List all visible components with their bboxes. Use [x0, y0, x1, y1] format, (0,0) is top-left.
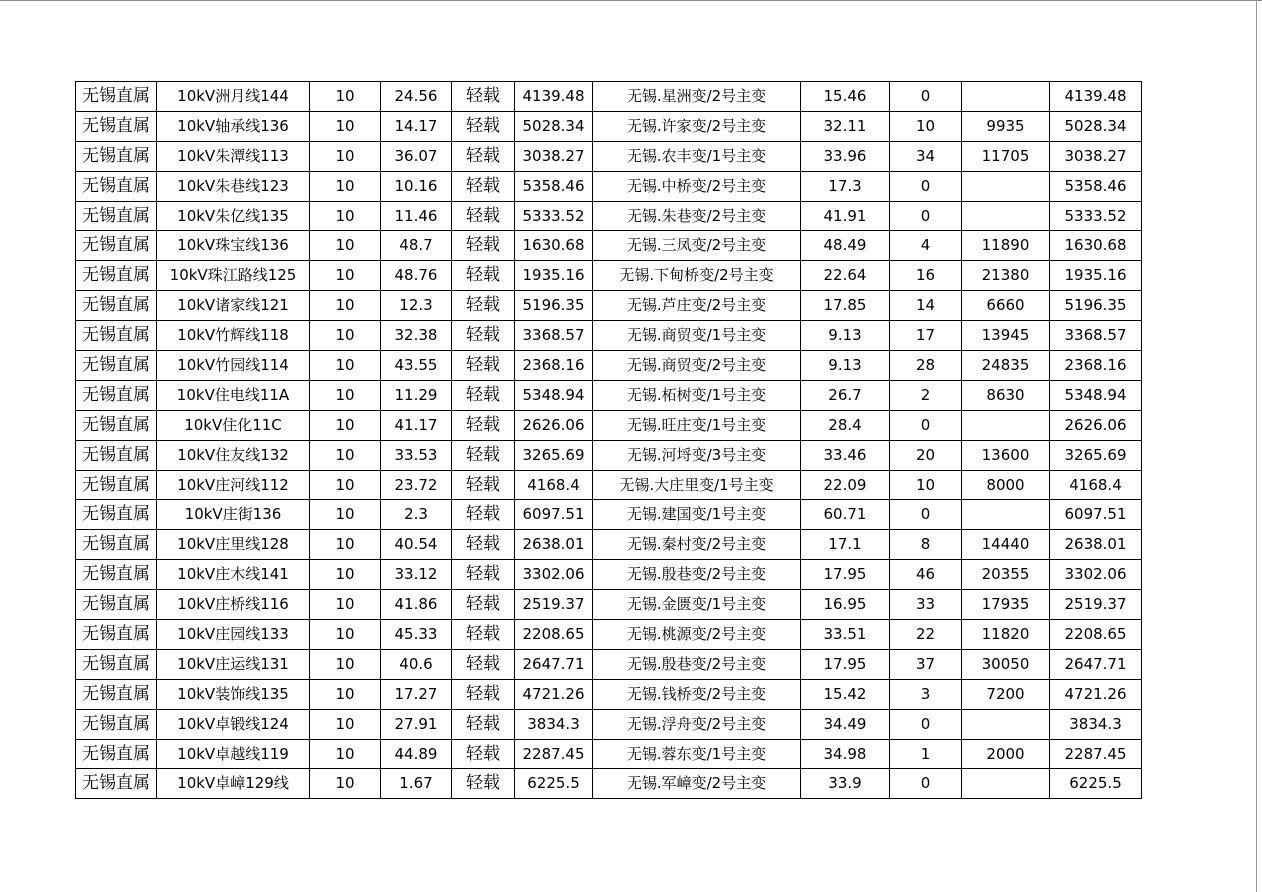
load-rate-cell: 45.33	[381, 620, 452, 650]
amount-cell: 2000	[962, 739, 1050, 769]
unit-cell: 无锡直属	[76, 530, 157, 560]
count-cell: 28	[890, 351, 962, 381]
amount-cell: 21380	[962, 261, 1050, 291]
table-row	[76, 380, 1142, 410]
remaining-cell: 2626.06	[1050, 410, 1142, 440]
voltage-cell: 10	[310, 649, 381, 679]
capacity-cell: 6225.5	[515, 769, 593, 799]
line-name-cell: 10kV洲月线144	[157, 82, 310, 112]
voltage-cell: 10	[310, 440, 381, 470]
count-cell: 46	[890, 560, 962, 590]
capacity-cell: 3834.3	[515, 709, 593, 739]
load-rate-cell: 14.17	[381, 111, 452, 141]
amount-cell: 11705	[962, 141, 1050, 171]
amount-cell: 30050	[962, 649, 1050, 679]
load-status-cell: 轻载	[452, 261, 515, 291]
voltage-cell: 10	[310, 470, 381, 500]
table-row	[76, 440, 1142, 470]
count-cell: 4	[890, 231, 962, 261]
line-name-cell: 10kV住友线132	[157, 440, 310, 470]
substation-load-cell: 22.09	[801, 470, 890, 500]
substation-load-cell: 33.46	[801, 440, 890, 470]
amount-cell	[962, 410, 1050, 440]
substation-cell: 无锡.秦村变/2号主变	[593, 530, 801, 560]
table-row	[76, 291, 1142, 321]
substation-cell: 无锡.河埒变/3号主变	[593, 440, 801, 470]
table-row	[76, 171, 1142, 201]
substation-cell: 无锡.商贸变/1号主变	[593, 321, 801, 351]
unit-cell: 无锡直属	[76, 291, 157, 321]
line-name-cell: 10kV庄里线128	[157, 530, 310, 560]
substation-load-cell: 32.11	[801, 111, 890, 141]
load-rate-cell: 11.29	[381, 380, 452, 410]
unit-cell: 无锡直属	[76, 321, 157, 351]
page-right-edge	[1256, 0, 1257, 892]
load-status-cell: 轻载	[452, 769, 515, 799]
amount-cell: 24835	[962, 351, 1050, 381]
load-rate-cell: 44.89	[381, 739, 452, 769]
count-cell: 14	[890, 291, 962, 321]
remaining-cell: 5028.34	[1050, 111, 1142, 141]
remaining-cell: 2368.16	[1050, 351, 1142, 381]
count-cell: 17	[890, 321, 962, 351]
voltage-cell: 10	[310, 141, 381, 171]
table-row	[76, 111, 1142, 141]
load-rate-cell: 48.7	[381, 231, 452, 261]
unit-cell: 无锡直属	[76, 440, 157, 470]
capacity-cell: 2287.45	[515, 739, 593, 769]
amount-cell: 6660	[962, 291, 1050, 321]
substation-load-cell: 41.91	[801, 201, 890, 231]
substation-load-cell: 9.13	[801, 351, 890, 381]
load-status-cell: 轻载	[452, 82, 515, 112]
substation-load-cell: 28.4	[801, 410, 890, 440]
line-name-cell: 10kV住化11C	[157, 410, 310, 440]
unit-cell: 无锡直属	[76, 649, 157, 679]
count-cell: 0	[890, 500, 962, 530]
load-status-cell: 轻载	[452, 649, 515, 679]
load-status-cell: 轻载	[452, 201, 515, 231]
remaining-cell: 6225.5	[1050, 769, 1142, 799]
table-row	[76, 231, 1142, 261]
substation-load-cell: 34.49	[801, 709, 890, 739]
count-cell: 34	[890, 141, 962, 171]
amount-cell: 7200	[962, 679, 1050, 709]
table-row	[76, 739, 1142, 769]
load-status-cell: 轻载	[452, 111, 515, 141]
voltage-cell: 10	[310, 231, 381, 261]
line-name-cell: 10kV诸家线121	[157, 291, 310, 321]
load-rate-cell: 24.56	[381, 82, 452, 112]
count-cell: 20	[890, 440, 962, 470]
line-name-cell: 10kV朱亿线135	[157, 201, 310, 231]
load-rate-cell: 1.67	[381, 769, 452, 799]
substation-cell: 无锡.殷巷变/2号主变	[593, 649, 801, 679]
capacity-cell: 1935.16	[515, 261, 593, 291]
table-row	[76, 769, 1142, 799]
substation-load-cell: 15.46	[801, 82, 890, 112]
remaining-cell: 3368.57	[1050, 321, 1142, 351]
count-cell: 8	[890, 530, 962, 560]
substation-cell: 无锡.蓉东变/1号主变	[593, 739, 801, 769]
count-cell: 0	[890, 201, 962, 231]
capacity-cell: 1630.68	[515, 231, 593, 261]
remaining-cell: 3834.3	[1050, 709, 1142, 739]
voltage-cell: 10	[310, 769, 381, 799]
voltage-cell: 10	[310, 201, 381, 231]
load-status-cell: 轻载	[452, 321, 515, 351]
line-name-cell: 10kV装饰线135	[157, 679, 310, 709]
substation-cell: 无锡.中桥变/2号主变	[593, 171, 801, 201]
remaining-cell: 4721.26	[1050, 679, 1142, 709]
count-cell: 0	[890, 82, 962, 112]
substation-load-cell: 34.98	[801, 739, 890, 769]
voltage-cell: 10	[310, 709, 381, 739]
capacity-cell: 2519.37	[515, 590, 593, 620]
count-cell: 10	[890, 470, 962, 500]
line-name-cell: 10kV卓越线119	[157, 739, 310, 769]
amount-cell: 8630	[962, 380, 1050, 410]
remaining-cell: 2519.37	[1050, 590, 1142, 620]
substation-cell: 无锡.旺庄变/1号主变	[593, 410, 801, 440]
substation-cell: 无锡.星洲变/2号主变	[593, 82, 801, 112]
substation-cell: 无锡.朱巷变/2号主变	[593, 201, 801, 231]
unit-cell: 无锡直属	[76, 590, 157, 620]
unit-cell: 无锡直属	[76, 470, 157, 500]
unit-cell: 无锡直属	[76, 769, 157, 799]
unit-cell: 无锡直属	[76, 351, 157, 381]
unit-cell: 无锡直属	[76, 111, 157, 141]
substation-load-cell: 15.42	[801, 679, 890, 709]
substation-load-cell: 17.1	[801, 530, 890, 560]
line-name-cell: 10kV庄园线133	[157, 620, 310, 650]
remaining-cell: 1935.16	[1050, 261, 1142, 291]
substation-cell: 无锡.柘树变/1号主变	[593, 380, 801, 410]
remaining-cell: 5358.46	[1050, 171, 1142, 201]
unit-cell: 无锡直属	[76, 709, 157, 739]
load-rate-cell: 36.07	[381, 141, 452, 171]
substation-load-cell: 17.95	[801, 560, 890, 590]
line-name-cell: 10kV住电线11A	[157, 380, 310, 410]
substation-cell: 无锡.下甸桥变/2号主变	[593, 261, 801, 291]
count-cell: 2	[890, 380, 962, 410]
voltage-cell: 10	[310, 410, 381, 440]
table-row	[76, 321, 1142, 351]
capacity-cell: 5333.52	[515, 201, 593, 231]
substation-cell: 无锡.商贸变/2号主变	[593, 351, 801, 381]
load-rate-cell: 48.76	[381, 261, 452, 291]
remaining-cell: 4139.48	[1050, 82, 1142, 112]
table-row	[76, 500, 1142, 530]
capacity-cell: 4721.26	[515, 679, 593, 709]
unit-cell: 无锡直属	[76, 620, 157, 650]
amount-cell: 11820	[962, 620, 1050, 650]
substation-cell: 无锡.殷巷变/2号主变	[593, 560, 801, 590]
capacity-cell: 3265.69	[515, 440, 593, 470]
load-rate-cell: 32.38	[381, 321, 452, 351]
substation-load-cell: 33.9	[801, 769, 890, 799]
load-rate-cell: 40.54	[381, 530, 452, 560]
load-status-cell: 轻载	[452, 679, 515, 709]
remaining-cell: 2287.45	[1050, 739, 1142, 769]
count-cell: 0	[890, 410, 962, 440]
table-row	[76, 679, 1142, 709]
substation-cell: 无锡.军嶂变/2号主变	[593, 769, 801, 799]
substation-load-cell: 26.7	[801, 380, 890, 410]
table-row	[76, 82, 1142, 112]
amount-cell: 13945	[962, 321, 1050, 351]
unit-cell: 无锡直属	[76, 201, 157, 231]
unit-cell: 无锡直属	[76, 231, 157, 261]
voltage-cell: 10	[310, 111, 381, 141]
amount-cell: 14440	[962, 530, 1050, 560]
load-status-cell: 轻载	[452, 590, 515, 620]
load-rate-cell: 11.46	[381, 201, 452, 231]
voltage-cell: 10	[310, 321, 381, 351]
substation-cell: 无锡.大庄里变/1号主变	[593, 470, 801, 500]
line-name-cell: 10kV庄运线131	[157, 649, 310, 679]
line-name-cell: 10kV庄河线112	[157, 470, 310, 500]
unit-cell: 无锡直属	[76, 380, 157, 410]
count-cell: 16	[890, 261, 962, 291]
count-cell: 37	[890, 649, 962, 679]
substation-load-cell: 9.13	[801, 321, 890, 351]
unit-cell: 无锡直属	[76, 739, 157, 769]
capacity-cell: 2647.71	[515, 649, 593, 679]
unit-cell: 无锡直属	[76, 82, 157, 112]
load-rate-cell: 43.55	[381, 351, 452, 381]
load-status-cell: 轻载	[452, 500, 515, 530]
amount-cell: 17935	[962, 590, 1050, 620]
line-name-cell: 10kV庄桥线116	[157, 590, 310, 620]
load-rate-cell: 41.86	[381, 590, 452, 620]
amount-cell	[962, 201, 1050, 231]
line-name-cell: 10kV庄木线141	[157, 560, 310, 590]
table-row	[76, 530, 1142, 560]
unit-cell: 无锡直属	[76, 560, 157, 590]
amount-cell: 9935	[962, 111, 1050, 141]
amount-cell	[962, 500, 1050, 530]
remaining-cell: 3302.06	[1050, 560, 1142, 590]
amount-cell: 13600	[962, 440, 1050, 470]
load-status-cell: 轻载	[452, 620, 515, 650]
line-name-cell: 10kV轴承线136	[157, 111, 310, 141]
load-rate-cell: 33.12	[381, 560, 452, 590]
voltage-cell: 10	[310, 500, 381, 530]
unit-cell: 无锡直属	[76, 261, 157, 291]
remaining-cell: 3265.69	[1050, 440, 1142, 470]
count-cell: 33	[890, 590, 962, 620]
load-rate-cell: 17.27	[381, 679, 452, 709]
substation-load-cell: 33.96	[801, 141, 890, 171]
remaining-cell: 6097.51	[1050, 500, 1142, 530]
substation-load-cell: 33.51	[801, 620, 890, 650]
table-row	[76, 590, 1142, 620]
load-rate-cell: 41.17	[381, 410, 452, 440]
amount-cell	[962, 709, 1050, 739]
count-cell: 0	[890, 171, 962, 201]
count-cell: 10	[890, 111, 962, 141]
substation-cell: 无锡.浮舟变/2号主变	[593, 709, 801, 739]
load-status-cell: 轻载	[452, 351, 515, 381]
amount-cell	[962, 82, 1050, 112]
load-rate-cell: 12.3	[381, 291, 452, 321]
capacity-cell: 2208.65	[515, 620, 593, 650]
capacity-cell: 4168.4	[515, 470, 593, 500]
capacity-cell: 5196.35	[515, 291, 593, 321]
table-row	[76, 261, 1142, 291]
voltage-cell: 10	[310, 679, 381, 709]
load-status-cell: 轻载	[452, 440, 515, 470]
load-status-cell: 轻载	[452, 141, 515, 171]
remaining-cell: 1630.68	[1050, 231, 1142, 261]
table-row	[76, 649, 1142, 679]
voltage-cell: 10	[310, 560, 381, 590]
load-rate-cell: 27.91	[381, 709, 452, 739]
load-rate-cell: 33.53	[381, 440, 452, 470]
capacity-cell: 5358.46	[515, 171, 593, 201]
load-status-cell: 轻载	[452, 739, 515, 769]
capacity-cell: 2638.01	[515, 530, 593, 560]
substation-cell: 无锡.许家变/2号主变	[593, 111, 801, 141]
capacity-cell: 3302.06	[515, 560, 593, 590]
capacity-cell: 6097.51	[515, 500, 593, 530]
amount-cell	[962, 769, 1050, 799]
capacity-cell: 2626.06	[515, 410, 593, 440]
load-status-cell: 轻载	[452, 171, 515, 201]
voltage-cell: 10	[310, 739, 381, 769]
capacity-cell: 3368.57	[515, 321, 593, 351]
count-cell: 0	[890, 769, 962, 799]
voltage-cell: 10	[310, 261, 381, 291]
substation-cell: 无锡.芦庄变/2号主变	[593, 291, 801, 321]
substation-load-cell: 60.71	[801, 500, 890, 530]
load-rate-cell: 2.3	[381, 500, 452, 530]
load-rate-cell: 40.6	[381, 649, 452, 679]
substation-cell: 无锡.桃源变/2号主变	[593, 620, 801, 650]
substation-cell: 无锡.金匮变/1号主变	[593, 590, 801, 620]
table-body	[76, 82, 1142, 799]
capacity-cell: 4139.48	[515, 82, 593, 112]
unit-cell: 无锡直属	[76, 679, 157, 709]
line-name-cell: 10kV竹辉线118	[157, 321, 310, 351]
count-cell: 22	[890, 620, 962, 650]
line-name-cell: 10kV卓嶂129线	[157, 769, 310, 799]
substation-cell: 无锡.建国变/1号主变	[593, 500, 801, 530]
load-status-cell: 轻载	[452, 709, 515, 739]
remaining-cell: 5348.94	[1050, 380, 1142, 410]
table-row	[76, 470, 1142, 500]
count-cell: 3	[890, 679, 962, 709]
load-status-cell: 轻载	[452, 470, 515, 500]
substation-cell: 无锡.农丰变/1号主变	[593, 141, 801, 171]
line-name-cell: 10kV朱巷线123	[157, 171, 310, 201]
table-row	[76, 201, 1142, 231]
remaining-cell: 2638.01	[1050, 530, 1142, 560]
capacity-cell: 5348.94	[515, 380, 593, 410]
amount-cell: 8000	[962, 470, 1050, 500]
substation-load-cell: 17.85	[801, 291, 890, 321]
substation-load-cell: 16.95	[801, 590, 890, 620]
table-row	[76, 351, 1142, 381]
substation-cell: 无锡.三凤变/2号主变	[593, 231, 801, 261]
amount-cell: 20355	[962, 560, 1050, 590]
load-status-cell: 轻载	[452, 380, 515, 410]
capacity-cell: 2368.16	[515, 351, 593, 381]
line-name-cell: 10kV朱潭线113	[157, 141, 310, 171]
table-row	[76, 410, 1142, 440]
line-name-cell: 10kV卓锻线124	[157, 709, 310, 739]
unit-cell: 无锡直属	[76, 141, 157, 171]
voltage-cell: 10	[310, 351, 381, 381]
voltage-cell: 10	[310, 291, 381, 321]
remaining-cell: 2208.65	[1050, 620, 1142, 650]
voltage-cell: 10	[310, 530, 381, 560]
load-status-cell: 轻载	[452, 231, 515, 261]
line-name-cell: 10kV竹园线114	[157, 351, 310, 381]
remaining-cell: 5196.35	[1050, 291, 1142, 321]
substation-load-cell: 17.3	[801, 171, 890, 201]
remaining-cell: 3038.27	[1050, 141, 1142, 171]
load-status-cell: 轻载	[452, 410, 515, 440]
capacity-cell: 3038.27	[515, 141, 593, 171]
line-name-cell: 10kV庄街136	[157, 500, 310, 530]
unit-cell: 无锡直属	[76, 410, 157, 440]
voltage-cell: 10	[310, 380, 381, 410]
load-status-cell: 轻载	[452, 560, 515, 590]
remaining-cell: 5333.52	[1050, 201, 1142, 231]
feeder-load-table	[75, 81, 1142, 799]
voltage-cell: 10	[310, 171, 381, 201]
voltage-cell: 10	[310, 82, 381, 112]
table-row	[76, 620, 1142, 650]
substation-load-cell: 17.95	[801, 649, 890, 679]
table-row	[76, 709, 1142, 739]
table-row	[76, 560, 1142, 590]
count-cell: 0	[890, 709, 962, 739]
line-name-cell: 10kV珠宝线136	[157, 231, 310, 261]
count-cell: 1	[890, 739, 962, 769]
substation-load-cell: 22.64	[801, 261, 890, 291]
load-status-cell: 轻载	[452, 530, 515, 560]
voltage-cell: 10	[310, 590, 381, 620]
substation-cell: 无锡.钱桥变/2号主变	[593, 679, 801, 709]
load-rate-cell: 23.72	[381, 470, 452, 500]
load-status-cell: 轻载	[452, 291, 515, 321]
voltage-cell: 10	[310, 620, 381, 650]
load-rate-cell: 10.16	[381, 171, 452, 201]
capacity-cell: 5028.34	[515, 111, 593, 141]
amount-cell	[962, 171, 1050, 201]
substation-load-cell: 48.49	[801, 231, 890, 261]
amount-cell: 11890	[962, 231, 1050, 261]
unit-cell: 无锡直属	[76, 171, 157, 201]
line-name-cell: 10kV珠江路线125	[157, 261, 310, 291]
remaining-cell: 4168.4	[1050, 470, 1142, 500]
table-row	[76, 141, 1142, 171]
page-top-edge	[0, 0, 1262, 1]
remaining-cell: 2647.71	[1050, 649, 1142, 679]
unit-cell: 无锡直属	[76, 500, 157, 530]
